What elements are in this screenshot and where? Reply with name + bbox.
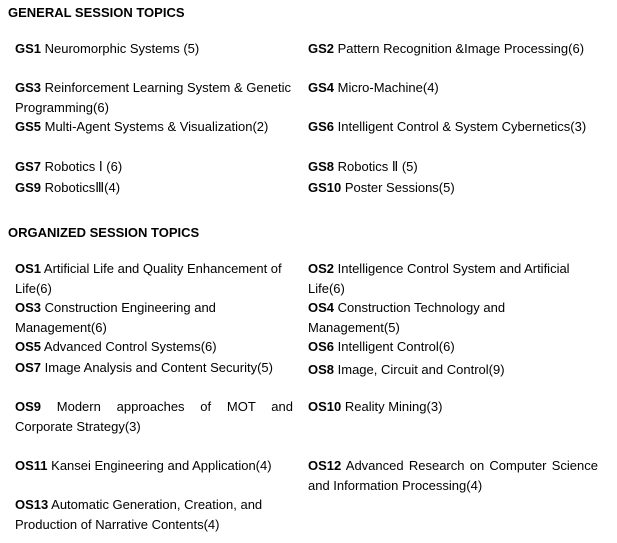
session-title: Intelligence Control System and Artificial Life(6) — [308, 261, 570, 296]
session-code: GS3 — [15, 80, 42, 95]
session-title: Automatic Generation, Creation, and Production of Narrative Contents(4) — [15, 497, 263, 532]
session-code: GS9 — [15, 180, 42, 195]
session-title: Multi-Agent Systems & Visualization(2) — [41, 119, 269, 134]
session-title: Poster Sessions(5) — [341, 180, 455, 195]
session-title: Robotics Ⅰ (6) — [41, 159, 123, 174]
session-topic-os3 — [15, 298, 295, 337]
session-code: GS10 — [308, 180, 342, 195]
session-topic-gs5 — [15, 117, 295, 137]
session-topic-os8 — [308, 360, 598, 380]
session-topic-gs8 — [308, 157, 598, 177]
session-topic-gs3 — [15, 78, 295, 117]
session-code: GS5 — [15, 119, 42, 134]
organized-session-heading: ORGANIZED SESSION TOPICS — [8, 225, 200, 240]
session-topic-os7 — [15, 358, 295, 378]
session-title: Reality Mining(3) — [341, 399, 443, 414]
session-code: OS9 — [15, 399, 42, 414]
session-topic-gs2 — [308, 39, 598, 59]
session-title: Construction Technology and Management(5) — [308, 300, 506, 335]
session-title: Artificial Life and Quality Enhancement of Life(6) — [15, 261, 282, 296]
session-title: Kansei Engineering and Application(4) — [47, 458, 272, 473]
session-topic-gs7 — [15, 157, 295, 177]
session-code: OS7 — [15, 360, 42, 375]
session-code: OS11 — [15, 458, 48, 473]
general-session-heading: GENERAL SESSION TOPICS — [8, 5, 185, 20]
session-topic-gs9 — [15, 178, 295, 198]
session-title: Intelligent Control(6) — [334, 339, 455, 354]
session-title: Image Analysis and Content Security(5) — [41, 360, 273, 375]
session-code: GS8 — [308, 159, 335, 174]
session-title: Micro-Machine(4) — [334, 80, 439, 95]
session-code: GS2 — [308, 41, 335, 56]
session-code: OS4 — [308, 300, 335, 315]
session-title: Neuromorphic Systems (5) — [41, 41, 200, 56]
session-title: Pattern Recognition &Image Processing(6) — [334, 41, 585, 56]
session-topic-os13 — [15, 495, 295, 534]
session-code: OS10 — [308, 399, 342, 414]
session-topic-os2 — [308, 259, 598, 298]
session-code: OS8 — [308, 362, 335, 377]
session-title: Intelligent Control & System Cybernetics(3) — [334, 119, 587, 134]
session-code: OS13 — [15, 497, 49, 512]
session-code: GS7 — [15, 159, 42, 174]
session-topic-os1 — [15, 259, 295, 298]
session-code: OS12 — [308, 458, 342, 473]
session-topic-os5 — [15, 337, 295, 357]
session-topic-os11 — [15, 456, 295, 476]
session-title: Construction Engineering and Management(6) — [15, 300, 216, 335]
session-title: Modern approaches of MOT and Corporate Strategy(3) — [15, 399, 293, 434]
session-topic-os9 — [15, 397, 293, 436]
session-code: OS2 — [308, 261, 335, 276]
session-code: OS3 — [15, 300, 42, 315]
session-topic-os12 — [308, 456, 598, 495]
session-title: RoboticsⅢ(4) — [41, 180, 121, 195]
session-topic-os10 — [308, 397, 598, 417]
session-title: Image, Circuit and Control(9) — [334, 362, 505, 377]
session-code: OS6 — [308, 339, 335, 354]
session-code: GS1 — [15, 41, 42, 56]
session-code: OS5 — [15, 339, 42, 354]
session-topic-gs10 — [308, 178, 598, 198]
session-code: OS1 — [15, 261, 42, 276]
session-topic-gs1 — [15, 39, 295, 59]
session-title: Robotics Ⅱ (5) — [334, 159, 418, 174]
session-topic-os6 — [308, 337, 598, 357]
session-topic-gs6 — [308, 117, 598, 137]
session-code: GS6 — [308, 119, 335, 134]
session-title: Advanced Research on Computer Science and Information Processing(4) — [308, 458, 598, 493]
session-topic-gs4 — [308, 78, 598, 98]
session-title: Advanced Control Systems(6) — [41, 339, 217, 354]
session-topic-os4 — [308, 298, 598, 337]
session-title: Reinforcement Learning System & Genetic Programming(6) — [15, 80, 292, 115]
session-code: GS4 — [308, 80, 335, 95]
